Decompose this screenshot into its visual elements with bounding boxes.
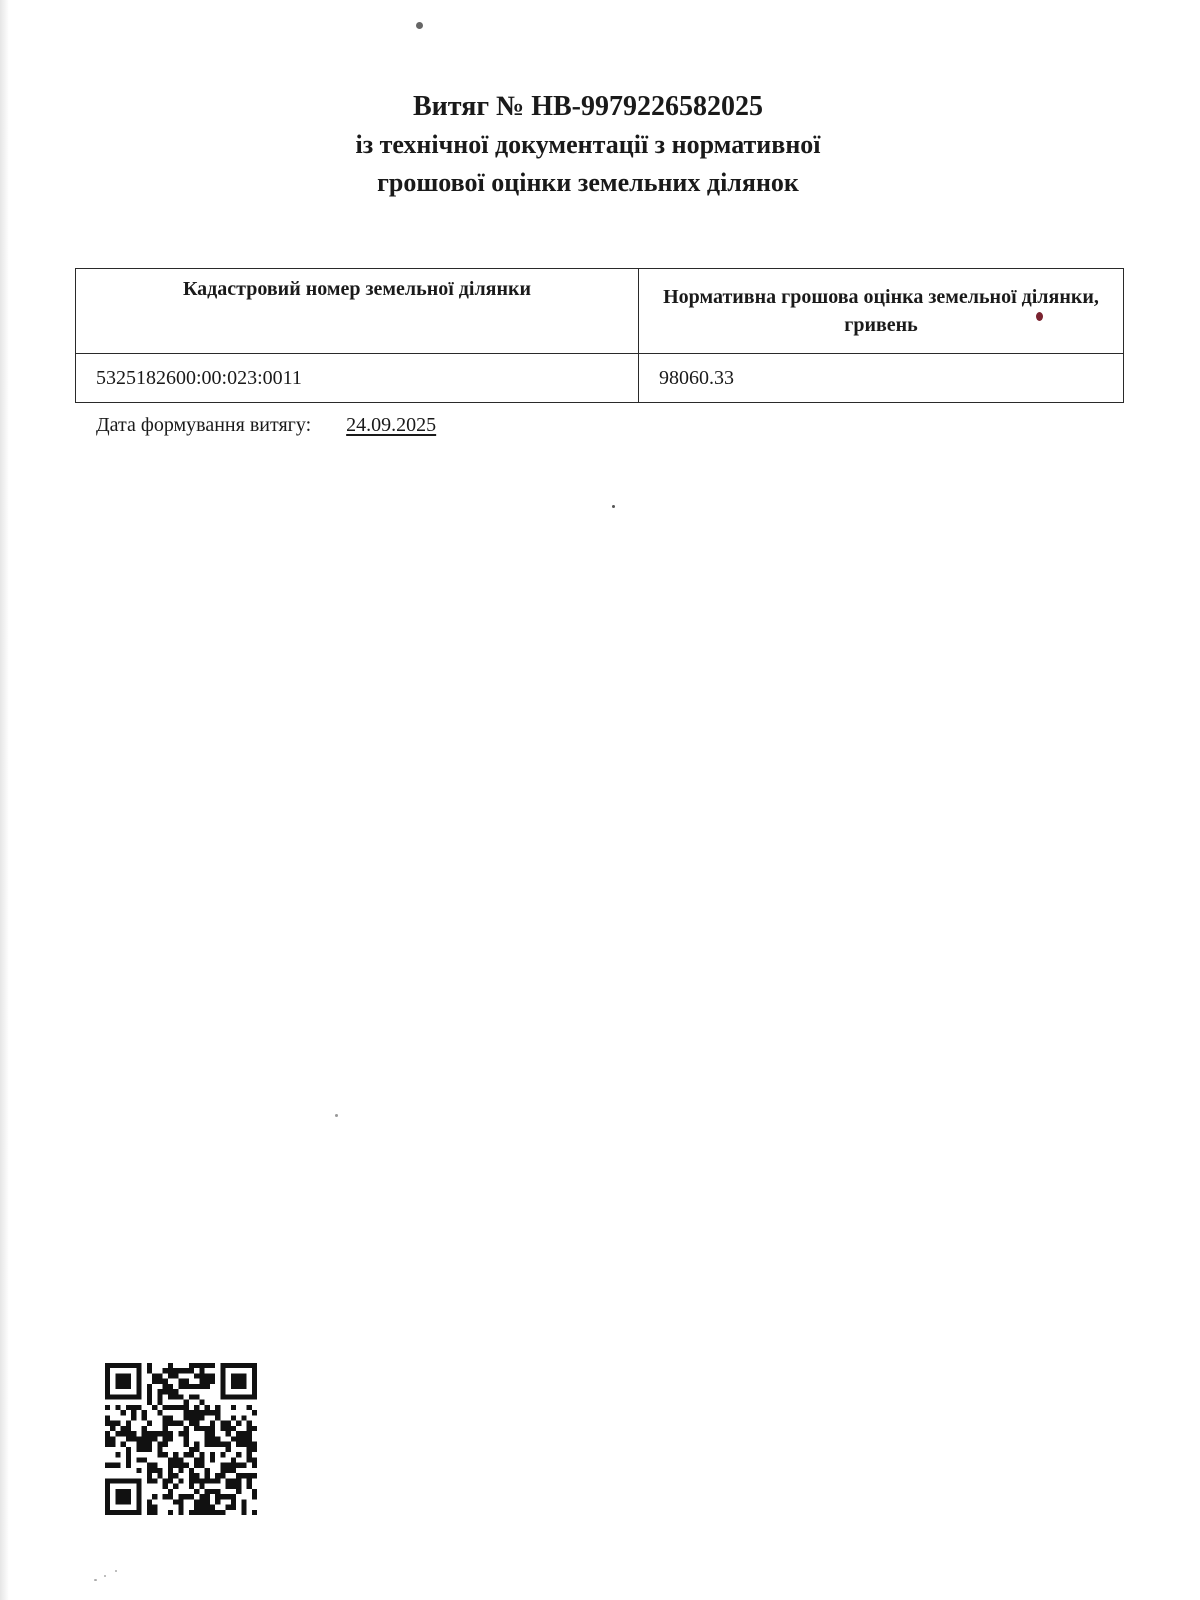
scan-speck (104, 1575, 106, 1577)
title-subline-1: із технічної документації з нормативної (355, 130, 821, 159)
scan-speck (94, 1579, 97, 1581)
document-title (0, 88, 1176, 202)
extract-date-row (96, 412, 436, 438)
extract-date-value: 24.09.2025 (346, 414, 437, 436)
extract-date-label: Дата формування витягу: (96, 414, 312, 436)
valuation-cell: 98060.33 (639, 354, 1124, 403)
valuation-table (75, 268, 1124, 403)
header-cadastral-number: Кадастровий номер земельної ділянки (76, 269, 639, 354)
cadastral-number-cell: 5325182600:00:023:0011 (76, 354, 639, 403)
table-row (76, 354, 1124, 403)
qr-code-icon (105, 1363, 257, 1515)
scan-page-edge (0, 0, 9, 1600)
extract-number-title: Витяг № НВ-9979226582025 (413, 91, 763, 122)
table-header-row (76, 269, 1124, 354)
scan-speck (115, 1570, 117, 1572)
scan-speck (612, 505, 615, 508)
scan-speck (335, 1114, 338, 1117)
title-subline-2: грошової оцінки земельних ділянок (377, 168, 799, 197)
scan-speck (416, 22, 423, 29)
ink-mark (1036, 312, 1043, 321)
header-valuation: Нормативна грошова оцінка земельної ділянки, гривень (639, 269, 1124, 354)
